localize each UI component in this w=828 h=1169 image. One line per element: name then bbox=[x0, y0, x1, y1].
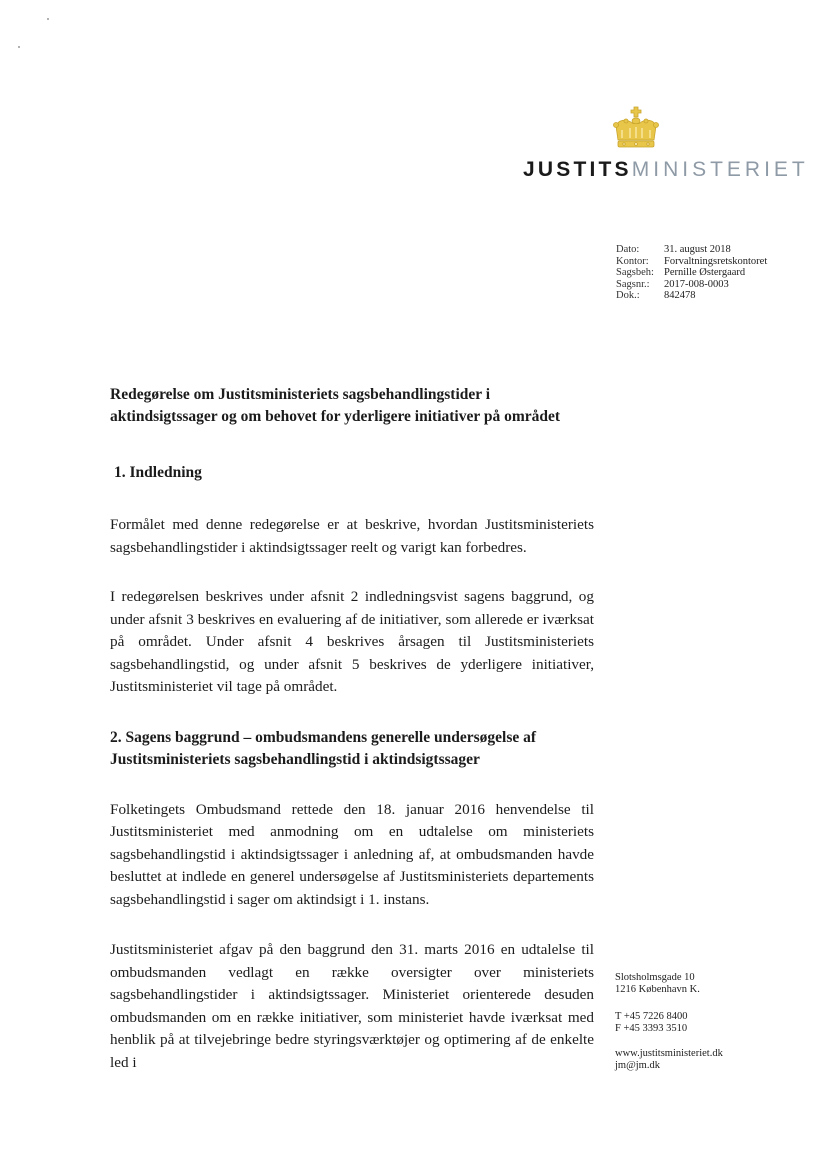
meta-row-office bbox=[616, 256, 767, 268]
email-link[interactable]: jm@jm.dk bbox=[615, 1060, 660, 1071]
meta-value: 2017-008-0003 bbox=[664, 278, 729, 290]
meta-row-case-officer bbox=[616, 267, 767, 279]
meta-label: Sagsnr.: bbox=[616, 278, 650, 290]
website-link[interactable]: www.justitsministeriet.dk bbox=[615, 1048, 723, 1059]
meta-row-case-number bbox=[616, 279, 767, 291]
meta-row-document bbox=[616, 290, 767, 302]
logo-word-strong: JUSTITS bbox=[523, 158, 632, 181]
document-title: Redegørelse om Justitsministeriets sagsbehandlingstider i aktindsigtssager og om behovet for yderligere initiativer på området bbox=[110, 386, 561, 425]
address-line: Slotsholmsgade 10 bbox=[615, 972, 695, 983]
scan-speck bbox=[18, 46, 20, 48]
logo-wordmark bbox=[523, 156, 809, 184]
address-line: 1216 København K. bbox=[615, 984, 700, 995]
phone-number: T +45 7226 8400 bbox=[615, 1011, 688, 1022]
scan-speck bbox=[47, 18, 49, 20]
meta-label: Dok.: bbox=[616, 290, 640, 302]
section-2-heading: 2. Sagens baggrund – ombudsmandens generelle undersøgelse af Justitsministeriets sagsbehandlingstid i aktindsigtssager bbox=[110, 728, 537, 768]
meta-value: Forvaltningsretskontoret bbox=[664, 255, 768, 267]
meta-value: 842478 bbox=[664, 290, 696, 302]
royal-crown-icon bbox=[608, 104, 664, 154]
section-1-heading: 1. Indledning bbox=[114, 464, 202, 481]
meta-value: 31. august 2018 bbox=[664, 244, 731, 255]
meta-row-date bbox=[616, 244, 767, 256]
meta-label: Kontor: bbox=[616, 255, 649, 267]
meta-value: Pernille Østergaard bbox=[664, 267, 746, 279]
meta-label: Dato: bbox=[616, 244, 640, 255]
fax-number: F +45 3393 3510 bbox=[615, 1023, 688, 1034]
contact-web-block bbox=[615, 1048, 723, 1072]
document-body bbox=[110, 384, 594, 1074]
contact-phone-block bbox=[615, 1011, 688, 1035]
logo-word-light: MINISTERIET bbox=[631, 158, 809, 181]
document-metadata bbox=[616, 244, 767, 302]
section-2-paragraph: Folketingets Ombudsmand rettede den 18. januar 2016 henvendelse til Justitsministeriet med anmodning om en udtalelse om ministeriets sagsbehandlingstid i aktindsigtssager i anledning af, at ombudsmanden havde besluttet at indlede en generel undersøgelse af Justitsministeriets departements sagsbehandlingstid i sager om aktindsigt i 1. instans. bbox=[110, 800, 594, 908]
section-1-paragraph: I redegørelsen beskrives under afsnit 2 indledningsvist sagens baggrund, og under afsnit 3 beskrives en evaluering af de initiativer, som allerede er iværksat på området. Under afsnit 4 beskrives årsagen til Justitsministeriets sagsbehandlingstid, og under afsnit 5 beskrives de yderligere initiativer, Justitsministeriet vil tage på området. bbox=[110, 588, 594, 695]
contact-address bbox=[615, 972, 700, 996]
meta-label: Sagsbeh: bbox=[616, 267, 654, 279]
section-2-paragraph: Justitsministeriet afgav på den baggrund den 31. marts 2016 en udtalelse til ombudsmanden vedlagt en række oversigter over ministeriets sagsbehandlingstider i aktindsigtssager. Ministeriet orienterede desuden ombudsmanden om en række initiativer, som ministeriet havde iværksat med henblik på at tilvejebringe bedre styringsværktøjer og optimering af de enkelte led i bbox=[110, 941, 594, 1071]
section-1-paragraph: Formålet med denne redegørelse er at beskrive, hvordan Justitsministeriets sagsbehandlingstider i aktindsigtssager reelt og varigt kan forbedres. bbox=[110, 516, 594, 556]
